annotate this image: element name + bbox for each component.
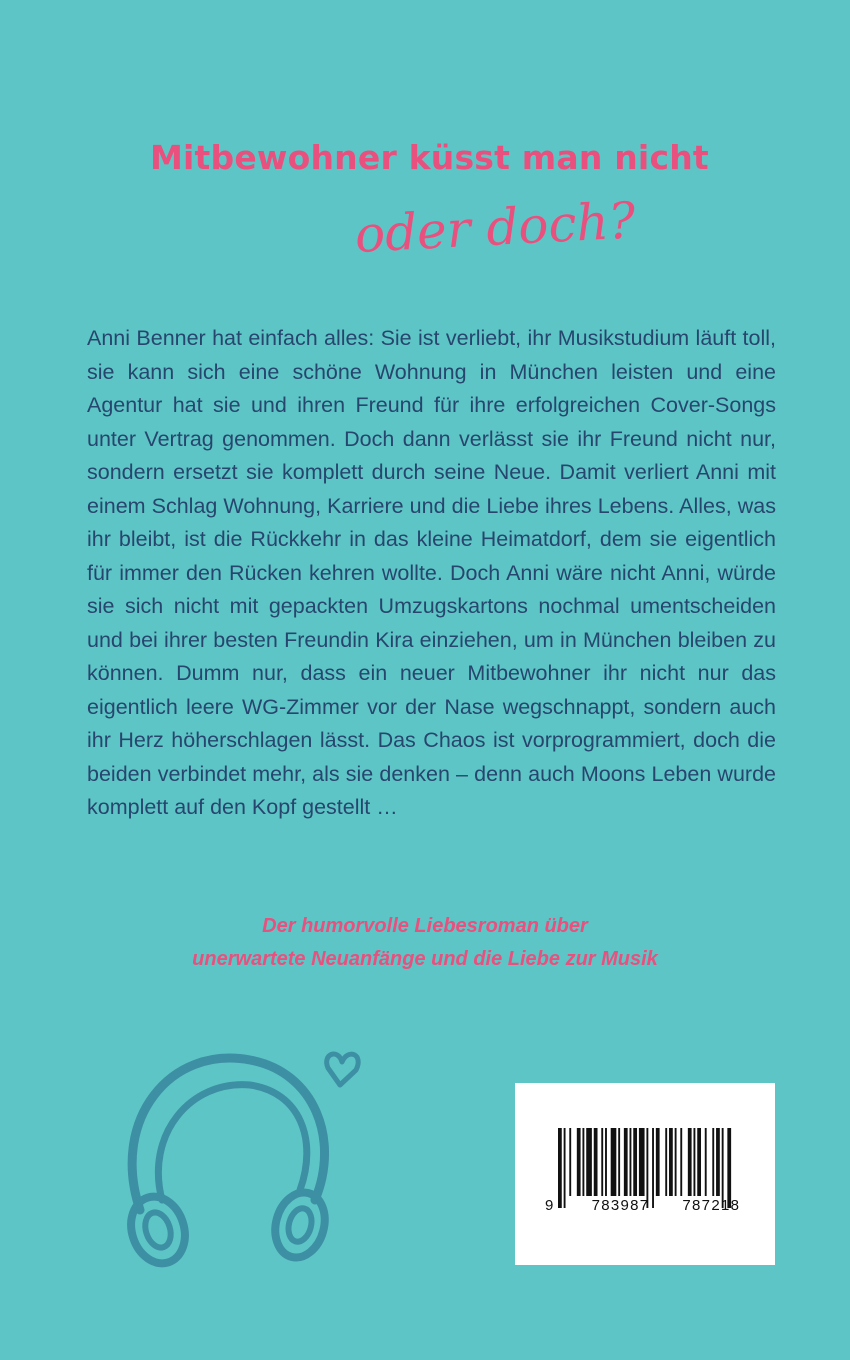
barcode-bar (722, 1128, 724, 1208)
barcode-bar (577, 1128, 581, 1196)
barcode-bar (712, 1128, 714, 1196)
barcode-bar (586, 1128, 592, 1196)
barcode-bar (680, 1128, 682, 1196)
barcode-bar (601, 1128, 603, 1196)
barcode-first-digit: 9 (545, 1197, 555, 1214)
tagline-line-1: Der humorvolle Liebesroman über (262, 915, 588, 937)
barcode-bar (665, 1128, 667, 1196)
headphones-icon (100, 1040, 370, 1270)
barcode-group-2: 787218 (682, 1197, 741, 1214)
barcode-bar (605, 1128, 607, 1196)
barcode-bar (618, 1128, 620, 1196)
barcode-bar (564, 1128, 566, 1208)
barcode-icon (558, 1128, 733, 1208)
barcode-number (545, 1197, 745, 1214)
barcode-bar (652, 1128, 654, 1208)
barcode-bar (630, 1128, 632, 1196)
barcode-bar (656, 1128, 660, 1196)
heart-icon (327, 1054, 359, 1085)
headline: Mitbewohner küsst man nicht (150, 138, 709, 177)
subline: oder doch? (353, 191, 637, 264)
barcode-bar (558, 1128, 562, 1208)
barcode-bar (697, 1128, 701, 1196)
barcode-bar (569, 1128, 571, 1196)
barcode-bar (646, 1128, 648, 1208)
barcode-bar (624, 1128, 628, 1196)
barcode-bar (675, 1128, 677, 1196)
barcode-label (515, 1083, 775, 1265)
barcode-bar (705, 1128, 707, 1196)
barcode-bar (669, 1128, 673, 1196)
barcode-group-1: 783987 (591, 1197, 650, 1214)
barcode-bar (727, 1128, 731, 1208)
tagline-line-2: unerwartete Neuanfänge und die Liebe zur Musik (192, 948, 658, 970)
barcode-bar (693, 1128, 695, 1196)
barcode-bar (611, 1128, 617, 1196)
tagline (90, 910, 760, 976)
barcode-bar (688, 1128, 692, 1196)
barcode-bar (594, 1128, 598, 1196)
barcode-bar (716, 1128, 720, 1196)
barcode-bar (639, 1128, 645, 1196)
barcode-bar (633, 1128, 637, 1196)
barcode-bar (582, 1128, 584, 1196)
blurb-text: Anni Benner hat einfach alles: Sie ist verliebt, ihr Musikstudium läuft toll, sie kann sich eine schöne Wohnung in München leisten und eine Agentur hat sie und ihren Freund für ihre erfolgreichen Cover-Songs unter Vertrag genommen. Doch dann verlässt sie ihr Freund nicht nur, sondern ersetzt sie komplett durch seine Neue. Damit verliert Anni mit einem Schlag Wohnung, Karriere und die Liebe ihres Lebens. Alles, was ihr bleibt, ist die Rückkehr in das kleine Heimatdorf, dem sie eigentlich für immer den Rücken kehren wollte. Doch Anni wäre nicht Anni, würde sie sich nicht mit gepackten Umzugskartons nochmal umentscheiden und bei ihrer besten Freundin Kira einziehen, um in München bleiben zu können. Dumm nur, dass ein neuer Mitbewohner ihr nicht nur das eigentlich leere WG-Zimmer vor der Nase wegschnappt, sondern auch ihr Herz höherschlagen lässt. Das Chaos ist vorprogrammiert, doch die beiden verbindet mehr, als sie denken – denn auch Moons Leben wurde komplett auf den Kopf gestellt … (87, 326, 776, 819)
